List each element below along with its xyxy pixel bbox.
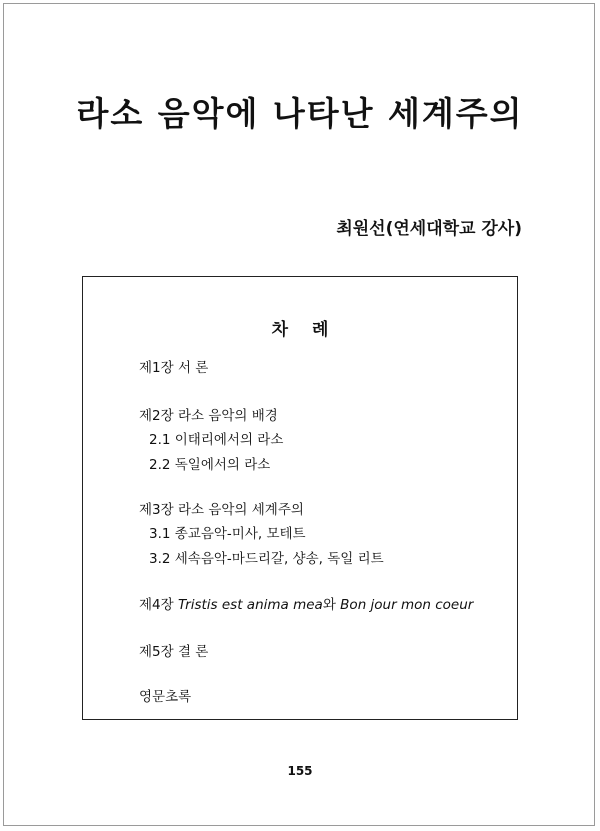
toc-heading-char: 례 — [312, 320, 329, 340]
toc-section-2-1: 2.1 이태리에서의 라소 — [149, 432, 284, 448]
toc-chapter-4-joiner: 와 — [322, 597, 341, 613]
page-number: 155 — [287, 764, 313, 778]
toc-chapter-4-title1: Tristis est anima mea — [177, 597, 323, 613]
toc-chapter-4-prefix: 제4장 — [139, 597, 178, 613]
toc-chapter-5: 제5장 결 론 — [139, 644, 209, 660]
toc-chapter-2: 제2장 라소 음악의 배경 — [139, 408, 278, 424]
toc-chapter-4-title2: Bon jour mon coeur — [340, 597, 474, 613]
toc-heading-char: 차 — [271, 320, 288, 340]
toc-section-3-2: 3.2 세속음악-마드리갈, 샹송, 독일 리트 — [149, 551, 384, 567]
author-line: 최원선(연세대학교 강사) — [336, 219, 522, 239]
toc-section-3-1: 3.1 종교음악-미사, 모테트 — [149, 526, 306, 542]
toc-chapter-1: 제1장 서 론 — [139, 360, 209, 376]
toc-section-2-2: 2.2 독일에서의 라소 — [149, 457, 271, 473]
toc-chapter-3: 제3장 라소 음악의 세계주의 — [139, 502, 304, 518]
article-title: 라소 음악에 나타난 세계주의 — [76, 94, 524, 133]
table-of-contents — [82, 276, 518, 720]
toc-abstract: 영문초록 — [139, 689, 192, 705]
toc-heading — [83, 315, 517, 340]
toc-chapter-4 — [139, 593, 473, 613]
